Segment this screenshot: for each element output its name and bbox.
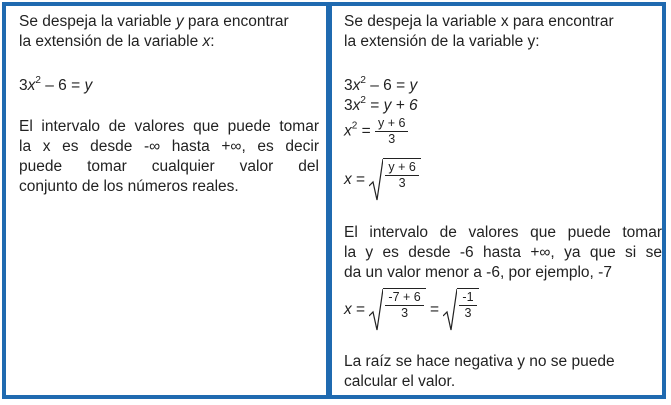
square-root: $\frac{y + 6}{3}$ xyxy=(369,158,420,202)
right-step-4: x = $\frac{y + 6}{3}$ xyxy=(344,158,421,202)
right-step-1: $3x^2 - 6 = y$ xyxy=(344,75,418,94)
square-root: $\frac{-7 + 6}{3}$ xyxy=(369,288,425,332)
left-heading: Se despeja la variable y para encontrar la extensión de la variable x: xyxy=(19,13,289,50)
left-paragraph: El intervalo de valores que puede tomar la x es desde -∞ hasta +∞, es decir puede tomar cualquier valor del conjunto de los números reales. xyxy=(19,118,319,195)
right-step-3: $x^2$ = $\frac{y + 6}{3}$ xyxy=(344,116,408,147)
fraction: $\frac{y + 6}{3}$ xyxy=(375,116,408,147)
left-equation: $3x^2 - 6 = y$ xyxy=(19,75,93,94)
right-conclusion: La raíz se hace negativa y no se puede calcular el valor. xyxy=(344,353,615,390)
right-heading: Se despeja la variable x para encontrar la extensión de la variable y: xyxy=(344,13,614,50)
right-example: x = $\frac{-7 + 6}{3}$ = $\frac{-1}{3}$ xyxy=(344,288,479,332)
column-divider xyxy=(326,6,332,395)
right-step-2: $3x^2 = y + 6$ xyxy=(344,95,418,114)
content-frame xyxy=(2,2,666,399)
square-root: $\frac{-1}{3}$ xyxy=(443,288,478,332)
right-paragraph: El intervalo de valores que puede tomar la y es desde -6 hasta +∞, ya que si se da un valor menor a -6, por ejemplo, -7 xyxy=(344,224,662,281)
